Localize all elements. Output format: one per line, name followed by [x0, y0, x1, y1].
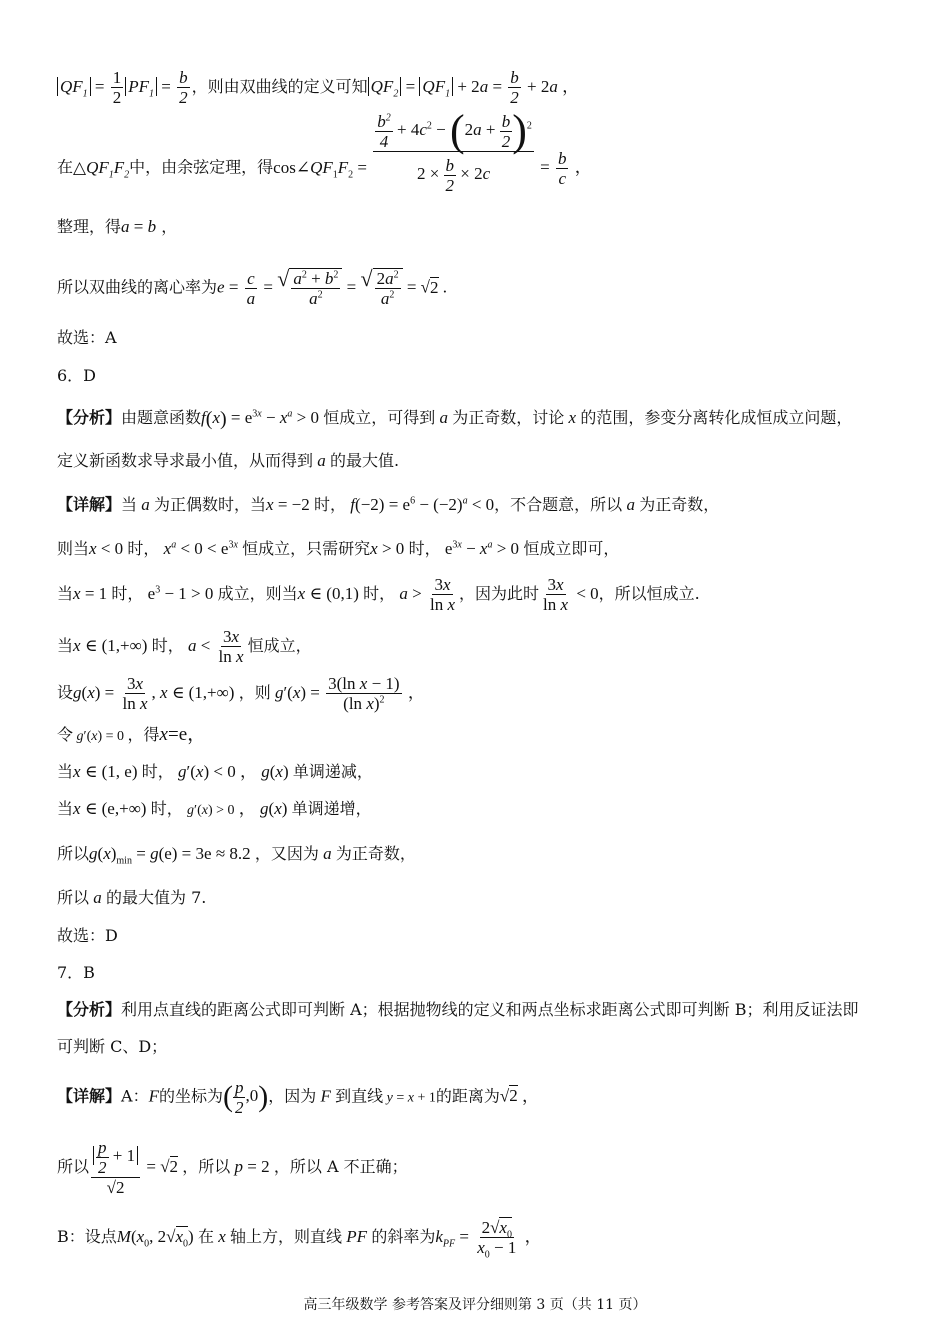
- math: = √2 .: [402, 277, 448, 297]
- math: $QF_2$: [368, 77, 402, 96]
- math: + 2a =: [453, 77, 507, 96]
- math: ( $\frac{p}{2}$ ,0): [222, 1078, 269, 1117]
- math: $f(x) = e^{3x} - x^a > 0$: [201, 408, 324, 431]
- sqrt: √ $\frac{a^2 + b^2}{a^2}$: [277, 268, 342, 308]
- text: 时，: [314, 495, 347, 514]
- label: 【分析】: [57, 1000, 122, 1019]
- math: F: [316, 1086, 336, 1106]
- math: =: [259, 277, 278, 297]
- text: 时，: [150, 799, 183, 818]
- fraction: $\frac{3x}{\text{ln x}}$: [543, 575, 569, 614]
- fraction: $\frac{c}{a}$: [246, 268, 256, 308]
- text: ，得: [127, 725, 160, 744]
- text-line: [57, 407, 852, 430]
- math: =: [224, 277, 243, 297]
- text: 当: [57, 584, 74, 603]
- text: 的最大值为 7.: [106, 888, 207, 907]
- math: =: [157, 77, 176, 96]
- text: 所以: [57, 1157, 90, 1176]
- label: 【分析】: [57, 408, 122, 427]
- text-line: [57, 627, 312, 666]
- text: 时，: [111, 584, 144, 603]
- fraction: $\frac{b}{2}$: [179, 68, 188, 107]
- text: ，所以 A 不正确；: [273, 1157, 408, 1176]
- text: 为正奇数，讨论: [452, 408, 565, 427]
- text: B：设点: [57, 1227, 117, 1246]
- text: ，不合题意，所以: [494, 495, 623, 514]
- math: PF: [342, 1227, 372, 1246]
- label: 【详解】: [57, 495, 122, 514]
- math: x=e，: [159, 724, 207, 745]
- text: 时，: [363, 584, 396, 603]
- label: 【详解】: [57, 1086, 122, 1106]
- text: 的最大值.: [330, 451, 400, 470]
- question-number: [57, 962, 95, 984]
- math: a: [137, 495, 155, 514]
- math: =: [129, 217, 148, 236]
- math: , x ∈ (1,+∞): [151, 683, 239, 702]
- fraction: $\frac{b}{c}$: [557, 148, 567, 188]
- math: $M(x_0$, $2√x_0$): [116, 1227, 198, 1250]
- text-line: [57, 999, 859, 1021]
- text: 为正偶数时，当: [154, 495, 267, 514]
- math: e: [217, 277, 225, 297]
- text: 的距离为: [435, 1086, 500, 1106]
- math: $g(x)_{min} = g(e) = 3e \approx 8.2$: [89, 844, 255, 867]
- math: ，: [520, 1227, 542, 1246]
- math: $x^a < 0 < e^{3x}$: [163, 539, 238, 558]
- text: ，因为此时: [459, 584, 540, 603]
- fraction: $\frac{b^2}{4}$ + $4c^2 - (2a$ + $\frac{b}{2}$ )$^2$ 2 × $\frac{b}{2}$ × 2c: [373, 110, 534, 196]
- math: F: [148, 1086, 159, 1106]
- text-line: [57, 1036, 167, 1058]
- text: 设: [57, 683, 74, 702]
- text: 为正奇数，: [639, 495, 720, 514]
- math: $QF_1$: [419, 77, 453, 96]
- math: =: [90, 77, 109, 96]
- text: 成立，则当: [217, 584, 298, 603]
- text: 由题意函数: [121, 408, 202, 427]
- math: a >: [399, 584, 426, 603]
- text-line: [57, 1218, 542, 1261]
- fraction: $\frac{b}{2}$: [510, 68, 519, 107]
- math: x ∈ (1,+∞): [73, 636, 152, 655]
- text: 单调递减，: [292, 762, 373, 781]
- math: g′(x) =: [274, 683, 325, 702]
- math: x: [564, 408, 581, 427]
- fraction: $\frac{3x}{\text{ln x}}$: [429, 575, 456, 614]
- math: a: [622, 495, 640, 514]
- math: p = 2: [234, 1157, 274, 1176]
- text: 所以: [57, 844, 90, 863]
- text: 可判断 C、D；: [57, 1037, 168, 1056]
- text: A：: [121, 1086, 149, 1106]
- text: 恒成立，: [247, 636, 312, 655]
- text: ，又因为: [254, 844, 319, 863]
- text: 的坐标为: [158, 1086, 223, 1106]
- text: 6．D: [57, 366, 97, 385]
- fraction: $\frac{3x}{\text{ln x}}$: [218, 627, 244, 666]
- text: 中，由余弦定理，得: [129, 157, 274, 177]
- text: 在: [197, 1227, 214, 1246]
- math: x = 1: [73, 584, 112, 603]
- math: + 2a ，: [522, 77, 580, 96]
- math: =: [342, 277, 361, 297]
- math: x = −2: [266, 495, 315, 514]
- choice-line: [57, 925, 118, 947]
- text: 当: [121, 495, 138, 514]
- text: 恒成立，只需研究: [242, 539, 371, 558]
- text-line: [57, 575, 700, 614]
- math: $PF_1$: [125, 77, 157, 96]
- math: b: [147, 217, 157, 236]
- math: a <: [187, 636, 215, 655]
- text: 所以: [57, 888, 90, 907]
- text: 定义新函数求导求最小值，从而得到: [57, 451, 314, 470]
- text: 的斜率为: [371, 1227, 436, 1246]
- text: 7．B: [57, 963, 95, 982]
- math: $\cos\angle QF_1F_2$ =: [273, 157, 372, 180]
- text: ，所以恒成立.: [598, 584, 700, 603]
- text: 时，: [127, 539, 160, 558]
- text-line: [57, 216, 177, 238]
- text: 当: [57, 799, 74, 818]
- text: 时，: [151, 636, 184, 655]
- math: < 0: [572, 584, 599, 603]
- text: 利用点直线的距离公式即可判断 A；根据抛物线的定义和两点坐标求距离公式即可判断 B；利用反证法即: [121, 1000, 859, 1019]
- math: $e^3 - 1 > 0$: [143, 584, 218, 603]
- choice-line: [57, 327, 117, 349]
- math: ，: [403, 683, 425, 702]
- math: g′(x) < 0 ， g(x): [178, 762, 293, 781]
- text: 所以双曲线的离心率为: [57, 277, 218, 297]
- math: a: [435, 408, 453, 427]
- math: $e^{3x} - x^a > 0$: [440, 539, 524, 558]
- text-line: [57, 450, 399, 472]
- text-line: [57, 1138, 408, 1197]
- text-line: [57, 268, 447, 308]
- text: 为正奇数，: [335, 844, 416, 863]
- text: 当: [57, 762, 74, 781]
- math: a: [318, 844, 336, 863]
- text: ，所以: [182, 1157, 231, 1176]
- fraction: $\frac{3x}{\text{ln x}}$: [122, 674, 148, 713]
- text-line: [57, 887, 206, 909]
- fraction: $\frac{2√x_0}{x_0 - 1}$: [477, 1218, 517, 1261]
- text: 故选：A: [57, 328, 117, 347]
- math: ，: [570, 157, 592, 177]
- math: $k_{PF}$ =: [435, 1227, 474, 1250]
- text: 令: [57, 725, 74, 744]
- fraction: $\frac{1}{2}$: [112, 68, 122, 107]
- text-line: [57, 724, 206, 748]
- text: ，因为: [268, 1086, 317, 1106]
- sqrt: √ $\frac{2a^2}{a^2}$: [361, 268, 403, 308]
- text: 在: [57, 157, 74, 177]
- text-line: [57, 1078, 539, 1117]
- math: a: [313, 451, 331, 470]
- page-footer: 高三年级数学 参考答案及评分细则第 3 页（共 11 页）: [303, 1297, 647, 1313]
- text: 当: [57, 636, 74, 655]
- text: ，则由双曲线的定义可知: [191, 77, 368, 96]
- text: 轴上方，则直线: [230, 1227, 343, 1246]
- text: 到直线: [335, 1086, 384, 1106]
- text-line: [57, 494, 719, 516]
- math: x: [213, 1227, 231, 1246]
- text: 单调递增，: [291, 799, 372, 818]
- text-line: [57, 538, 619, 560]
- text-line: [57, 761, 373, 783]
- math: $f(-2) = e^6 - (-2)^a < 0$: [350, 495, 495, 514]
- math: y = x + 1: [386, 1090, 436, 1106]
- text: 的范围，参变分离转化成恒成立问题，: [580, 408, 853, 427]
- text: 恒成立，可得到: [323, 408, 436, 427]
- math: $QF_1$: [57, 77, 91, 96]
- math: a: [121, 217, 130, 236]
- text: 则当: [57, 539, 90, 558]
- math: $\triangle QF_1F_2$: [73, 157, 130, 180]
- math: g′(x) > 0 ， g(x): [187, 799, 292, 818]
- math: √2 ，: [499, 1086, 540, 1106]
- text: ，则: [238, 683, 271, 702]
- text: 整理，得: [57, 217, 122, 236]
- math: x < 0: [89, 539, 128, 558]
- math: g(x) =: [73, 683, 119, 702]
- text: 时，: [408, 539, 441, 558]
- math: a: [89, 888, 107, 907]
- text-line: [57, 674, 425, 713]
- text-line: [57, 798, 372, 822]
- math: x ∈ (e,+∞): [73, 799, 151, 818]
- question-number: [57, 365, 96, 387]
- text: 恒成立即可，: [523, 539, 620, 558]
- math: g′(x) = 0: [76, 729, 128, 744]
- math: x > 0: [370, 539, 409, 558]
- text: 时，: [141, 762, 174, 781]
- text: 故选：D: [57, 926, 118, 945]
- math: = √2: [142, 1157, 179, 1176]
- fraction: $\frac{\text{3(ln x − 1)}}{(\ln x)^2}$: [328, 674, 400, 713]
- math: x ∈ (0,1): [297, 584, 364, 603]
- text: ，: [156, 217, 178, 236]
- fraction: $\frac{p}{2}$ + 1 √2: [91, 1138, 140, 1197]
- text-line: [57, 106, 592, 196]
- text-line: [57, 843, 416, 865]
- math: x ∈ (1, e): [73, 762, 142, 781]
- math: =: [401, 77, 420, 96]
- math: =: [535, 157, 554, 177]
- text-line: [57, 68, 579, 107]
